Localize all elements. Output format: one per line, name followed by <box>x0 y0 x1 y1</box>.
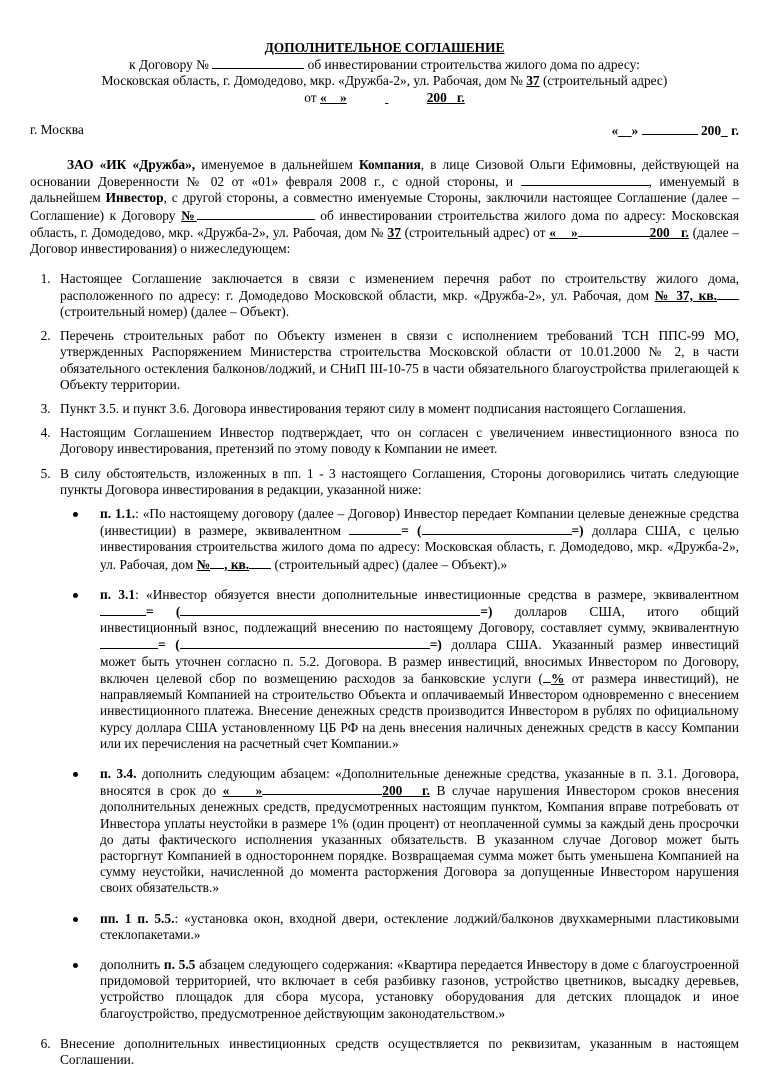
document-date: «__» 200_ г. <box>611 122 739 138</box>
clause-2: 2. Перечень строительных работ по Объекту изменен в связи с исполнением требований ТСН ППС-99 МО, утвержденных Распоряжением Министерства строительства Московской области от 10.01.2000 № 2, в части обязательного остекления балконов/лоджий, и СНиП III-10-75 в части обязательного благоустройства прилегающей к Объекту территории. <box>54 328 739 393</box>
header-date-line: от « » 200 г. <box>304 89 465 105</box>
amended-point-3-1: п. 3.1: «Инвестор обязуется внести дополнительные инвестиционные средства в размере, эквивалентном = ( =) долларов США, итого общий инвестиционный взнос, подлежащий внесению по настоящему Договору, составляет сумму, эквивалентную = ( =) доллара США. Указанный размер инвестиций может быть уточнен согласно п. 5.2. Договора. В размер инвестиций, вносимых Инвестором по Договору, включен целевой сбор по возмещению расходов за банковские услуги ( % от размера инвестиций), не направляемый Компанией на строительство Объекта и оплачиваемый Инвестором одновременно с внесением инвестиционного платежа. Внесение денежных средств производится Инвестором в рублях по официальному курсу доллара США установленному ЦБ РФ на день внесения наличных денежных средств в кассу Компании или их перечисления на расчетный счет Компании.» <box>100 586 739 751</box>
document-page <box>30 40 739 1076</box>
investor-name-blank <box>521 173 649 186</box>
document-title: ДОПОЛНИТЕЛЬНОЕ СОГЛАШЕНИЕ <box>264 40 505 55</box>
amended-point-1-1: п. 1.1.: «По настоящему договору (далее – Договор) Инвестор передает Компании целевые денежные средства (инвестиции) в размере, эквивалентном = ( =) доллара США, с целью инвестирования строительства жилого дома по адресу: Московская область, г. Домодедово, мкр. «Дружба-2», ул. Рабочая, дом № , кв. (строительный адрес) (далее – Объект).» <box>100 506 740 572</box>
contract-number-blank <box>212 56 304 69</box>
amended-point-5-5-addition: дополнить п. 5.5 абзацем следующего содержания: «Квартира передается Инвестору в доме с благоустроенной придомовой территорией, что включает в себя разбивку газонов, устройство цветников, высадку деревьев, устройство площадок для сбора мусора, установку оборудования для детских площадок и иное благоустройство, предусмотренное действующим законодательством.» <box>100 956 739 1021</box>
amended-points-list <box>60 506 739 1022</box>
clause-6: 6. Внесение дополнительных инвестиционных средств осуществляется по реквизитам, указанным в настоящем Соглашении. <box>54 1036 739 1068</box>
clause-3: 3. Пункт 3.5. и пункт 3.6. Договора инвестирования теряют силу в момент подписания настоящего Соглашения. <box>54 401 739 417</box>
agreement-clauses <box>30 271 739 1069</box>
city-name: г. Москва <box>30 121 84 137</box>
amended-point-5-5-sub-1: пп. 1 п. 5.5.: «установка окон, входной двери, остекление лоджий/балконов двухкамерными пластиковыми стеклопакетами.» <box>100 910 739 942</box>
amended-point-3-4: п. 3.4. дополнить следующим абзацем: «Дополнительные денежные средства, указанные в п. 3.1. Договора, вносятся в срок до « » 200 г. В случае нарушения Инвестором сроков внесения дополнительных денежных средств, предусмотренных настоящим пунктом, Компания вправе потребовать от Инвестора уплаты неустойки в размере 1% (один процент) от неоплаченной суммы за каждый день просрочки до даты фактического исполнения указанных обязательств. В указанном случае Договор может быть расторгнут Компанией в одностороннем порядке. Возвращаемая сумма может быть уменьшена Компанией на сумму неустойки, начисленной до момента расторжения Договора за допущенные Инвестором нарушения своих обязательств.» <box>100 765 739 896</box>
contract-number-blank-2 <box>197 207 315 220</box>
document-header <box>30 40 739 106</box>
header-address-line: Московская область, г. Домодедово, мкр. «Дружба-2», ул. Рабочая, дом № 37 (строительный адрес) <box>101 73 668 89</box>
header-contract-line: к Договору № об инвестировании строительства жилого дома по адресу: <box>129 57 640 73</box>
clause-1: 1. Настоящее Соглашение заключается в связи с изменением перечня работ по строительству жилого дома, расположенного по адресу: г. Домодедово Московской области, мкр. «Дружба-2», ул. Рабочая, дом № 37, кв. (строительный номер) (далее – Объект). <box>54 271 739 321</box>
clause-4: 4. Настоящим Соглашением Инвестор подтверждает, что он согласен с увеличением инвестиционного взноса по Договору инвестирования, претензий по этому поводу к Компании не имеет. <box>54 425 739 457</box>
preamble-paragraph: ЗАО «ИК «Дружба», именуемое в дальнейшем Компания, в лице Сизовой Ольги Ефимовны, действующей на основании Доверенности № 02 от «01» февраля 2008 г., с одной стороны, и , именуемый в дальнейшем Инвестор, с другой стороны, а совместно именуемые Стороны, заключили настоящее Соглашение (далее – Соглашение) к Договору № об инвестировании строительства жилого дома по адресу: Московская область, г. Домодедово, мкр. «Дружба-2», ул. Рабочая, дом № 37 (строительный адрес) от « » 200 г. (далее – Договор инвестирования) о нижеследующем: <box>30 157 739 257</box>
city-date-row <box>30 122 739 139</box>
clause-5: 5. В силу обстоятельств, изложенных в пп. 1 - 3 настоящего Соглашения, Стороны договорились читать следующие пункты Договора инвестирования в редакции, указанной ниже: п. 1.1.: «По настоящему договору (далее – Договор) Инвестор передает Компании целевые денежные средства (инвестиции) в размере, эквивалентном = ( =) доллара США, с целью инвестирования строительства жилого дома по адресу: Московская область, г. Домодедово, мкр. «Дружба-2», ул. Рабочая, дом № , кв. (строительный адрес) (далее – Объект).» п. 3.1: «Инвестор обязуется внести дополнительные инвестиционные средства в размере, эквивалентном = ( =) долларов США, итого общий инвестиционный взнос, подлежащий внесению по настоящему Договору, составляет сумму, эквивалентную = ( =) доллара США. Указанный размер инвестиций может быть уточнен согласно п. 5.2. Договора. В размер инвестиций, вносимых Инвестором по Договору, включен целевой сбор по возмещению расходов за банковские услуги ( % от размера инвестиций), не направляемый Компанией на строительство Объекта и оплачиваемый Инвестором одновременно с внесением инвестиционного платежа. Внесение денежных средств производится Инвестором в рублях по официальному курсу доллара США установленному ЦБ РФ на день внесения наличных денежных средств в кассу Компании или их перечисления на расчетный счет Компании.» п. 3.4. дополнить следующим абзацем: «Дополнительные денежные средства, указанные в п. 3.1. Договора, вносятся в срок до « » 200 г. В случае нарушения Инвестором сроков внесения дополнительных денежных средств, предусмотренных настоящим пунктом, Компания вправе потребовать от Инвестора уплаты неустойки в размере 1% (один процент) от неоплаченной суммы за каждый день просрочки до даты фактического исполнения указанных обязательств. В указанном случае Договор может быть расторгнут Компанией в одностороннем порядке. Возвращаемая сумма может быть уменьшена Компанией на сумму неустойки, начисленной до момента расторжения Договора за допущенные Инвестором нарушения своих обязательств.» пп. 1 п. 5.5.: «установка окон, входной двери, остекление лоджий/балконов двухкамерными пластиковыми стеклопакетами.» дополнить п. 5.5 абзацем следующего содержания: «Квартира передается Инвестору в доме с благоустроенной придомовой территорией, что включает в себя разбивку газонов, устройство цветников, высадку деревьев, устройство площадок для сбора мусора, установку оборудования для детских площадок и иное благоустройство, предусмотренное действующим законодательством.» <box>54 466 739 1022</box>
